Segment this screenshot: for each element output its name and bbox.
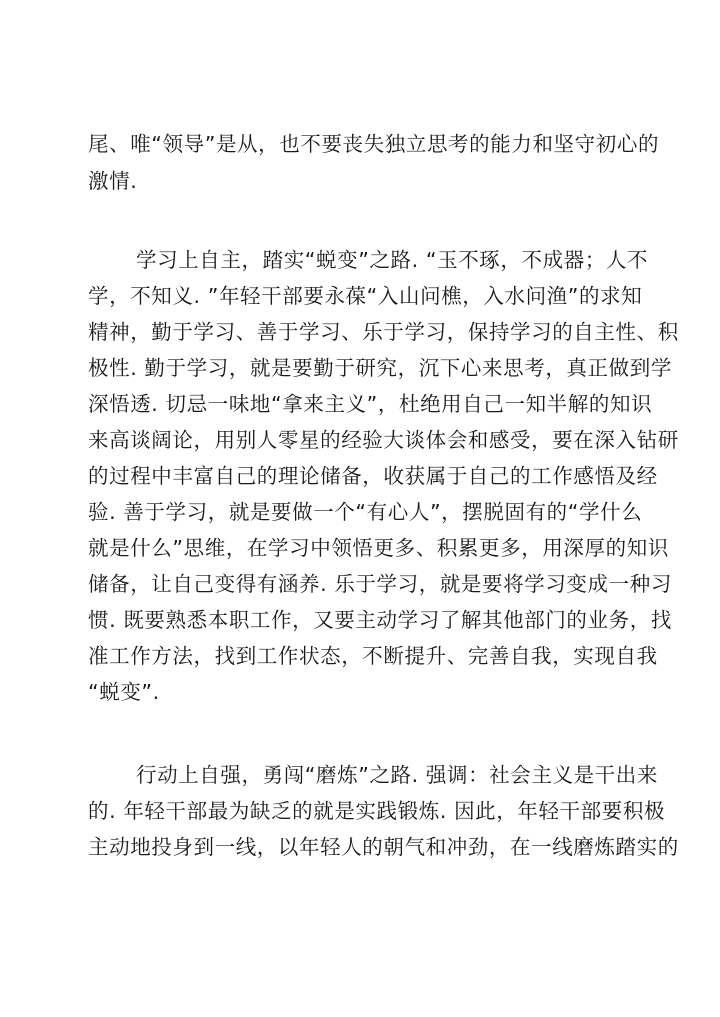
text-line: 就是什么”思维，在学习中领悟更多、积累更多，用深厚的知识 [88, 536, 669, 560]
text-line: 行动上自强，勇闯“磨炼”之路. 强调：社会主义是干出来 [136, 763, 658, 787]
text-line: 精神，勤于学习、善于学习、乐于学习，保持学习的自主性、积 [88, 320, 679, 344]
text-line: “蜕变”. [88, 680, 160, 704]
text-line: 准工作方法，找到工作状态，不断提升、完善自我，实现自我 [88, 644, 658, 668]
text-line: 学，不知义. ”年轻干部要永葆“入山问樵，入水问渔”的求知 [88, 284, 643, 308]
text-line: 极性. 勤于学习，就是要勤于研究，沉下心来思考，真正做到学 [88, 356, 672, 380]
text-line: 的. 年轻干部最为缺乏的就是实践锻炼. 因此，年轻干部要积极 [88, 799, 666, 823]
text-line: 学习上自主，踏实“蜕变”之路. “玉不琢，不成器；人不 [136, 248, 649, 272]
text-line: 验. 善于学习，就是要做一个“有心人”，摆脱固有的“学什么 [88, 500, 643, 524]
text-line: 来高谈阔论，用别人零星的经验大谈体会和感受，要在深入钻研 [88, 428, 679, 452]
text-line: 储备，让自己变得有涵养. 乐于学习，就是要将学习变成一种习 [88, 572, 672, 596]
text-line: 深悟透. 切忌一味地“拿来主义”，杜绝用自己一知半解的知识 [88, 392, 653, 416]
text-line: 惯. 既要熟悉本职工作，又要主动学习了解其他部门的业务，找 [88, 608, 672, 632]
text-line: 尾、唯“领导”是从，也不要丧失独立思考的能力和坚守初心的 [88, 132, 660, 156]
text-line: 主动地投身到一线，以年轻人的朝气和冲劲，在一线磨炼踏实的 [88, 835, 679, 859]
text-line: 激情. [88, 169, 138, 193]
text-line: 的过程中丰富自己的理论储备，收获属于自己的工作感悟及经 [88, 464, 658, 488]
